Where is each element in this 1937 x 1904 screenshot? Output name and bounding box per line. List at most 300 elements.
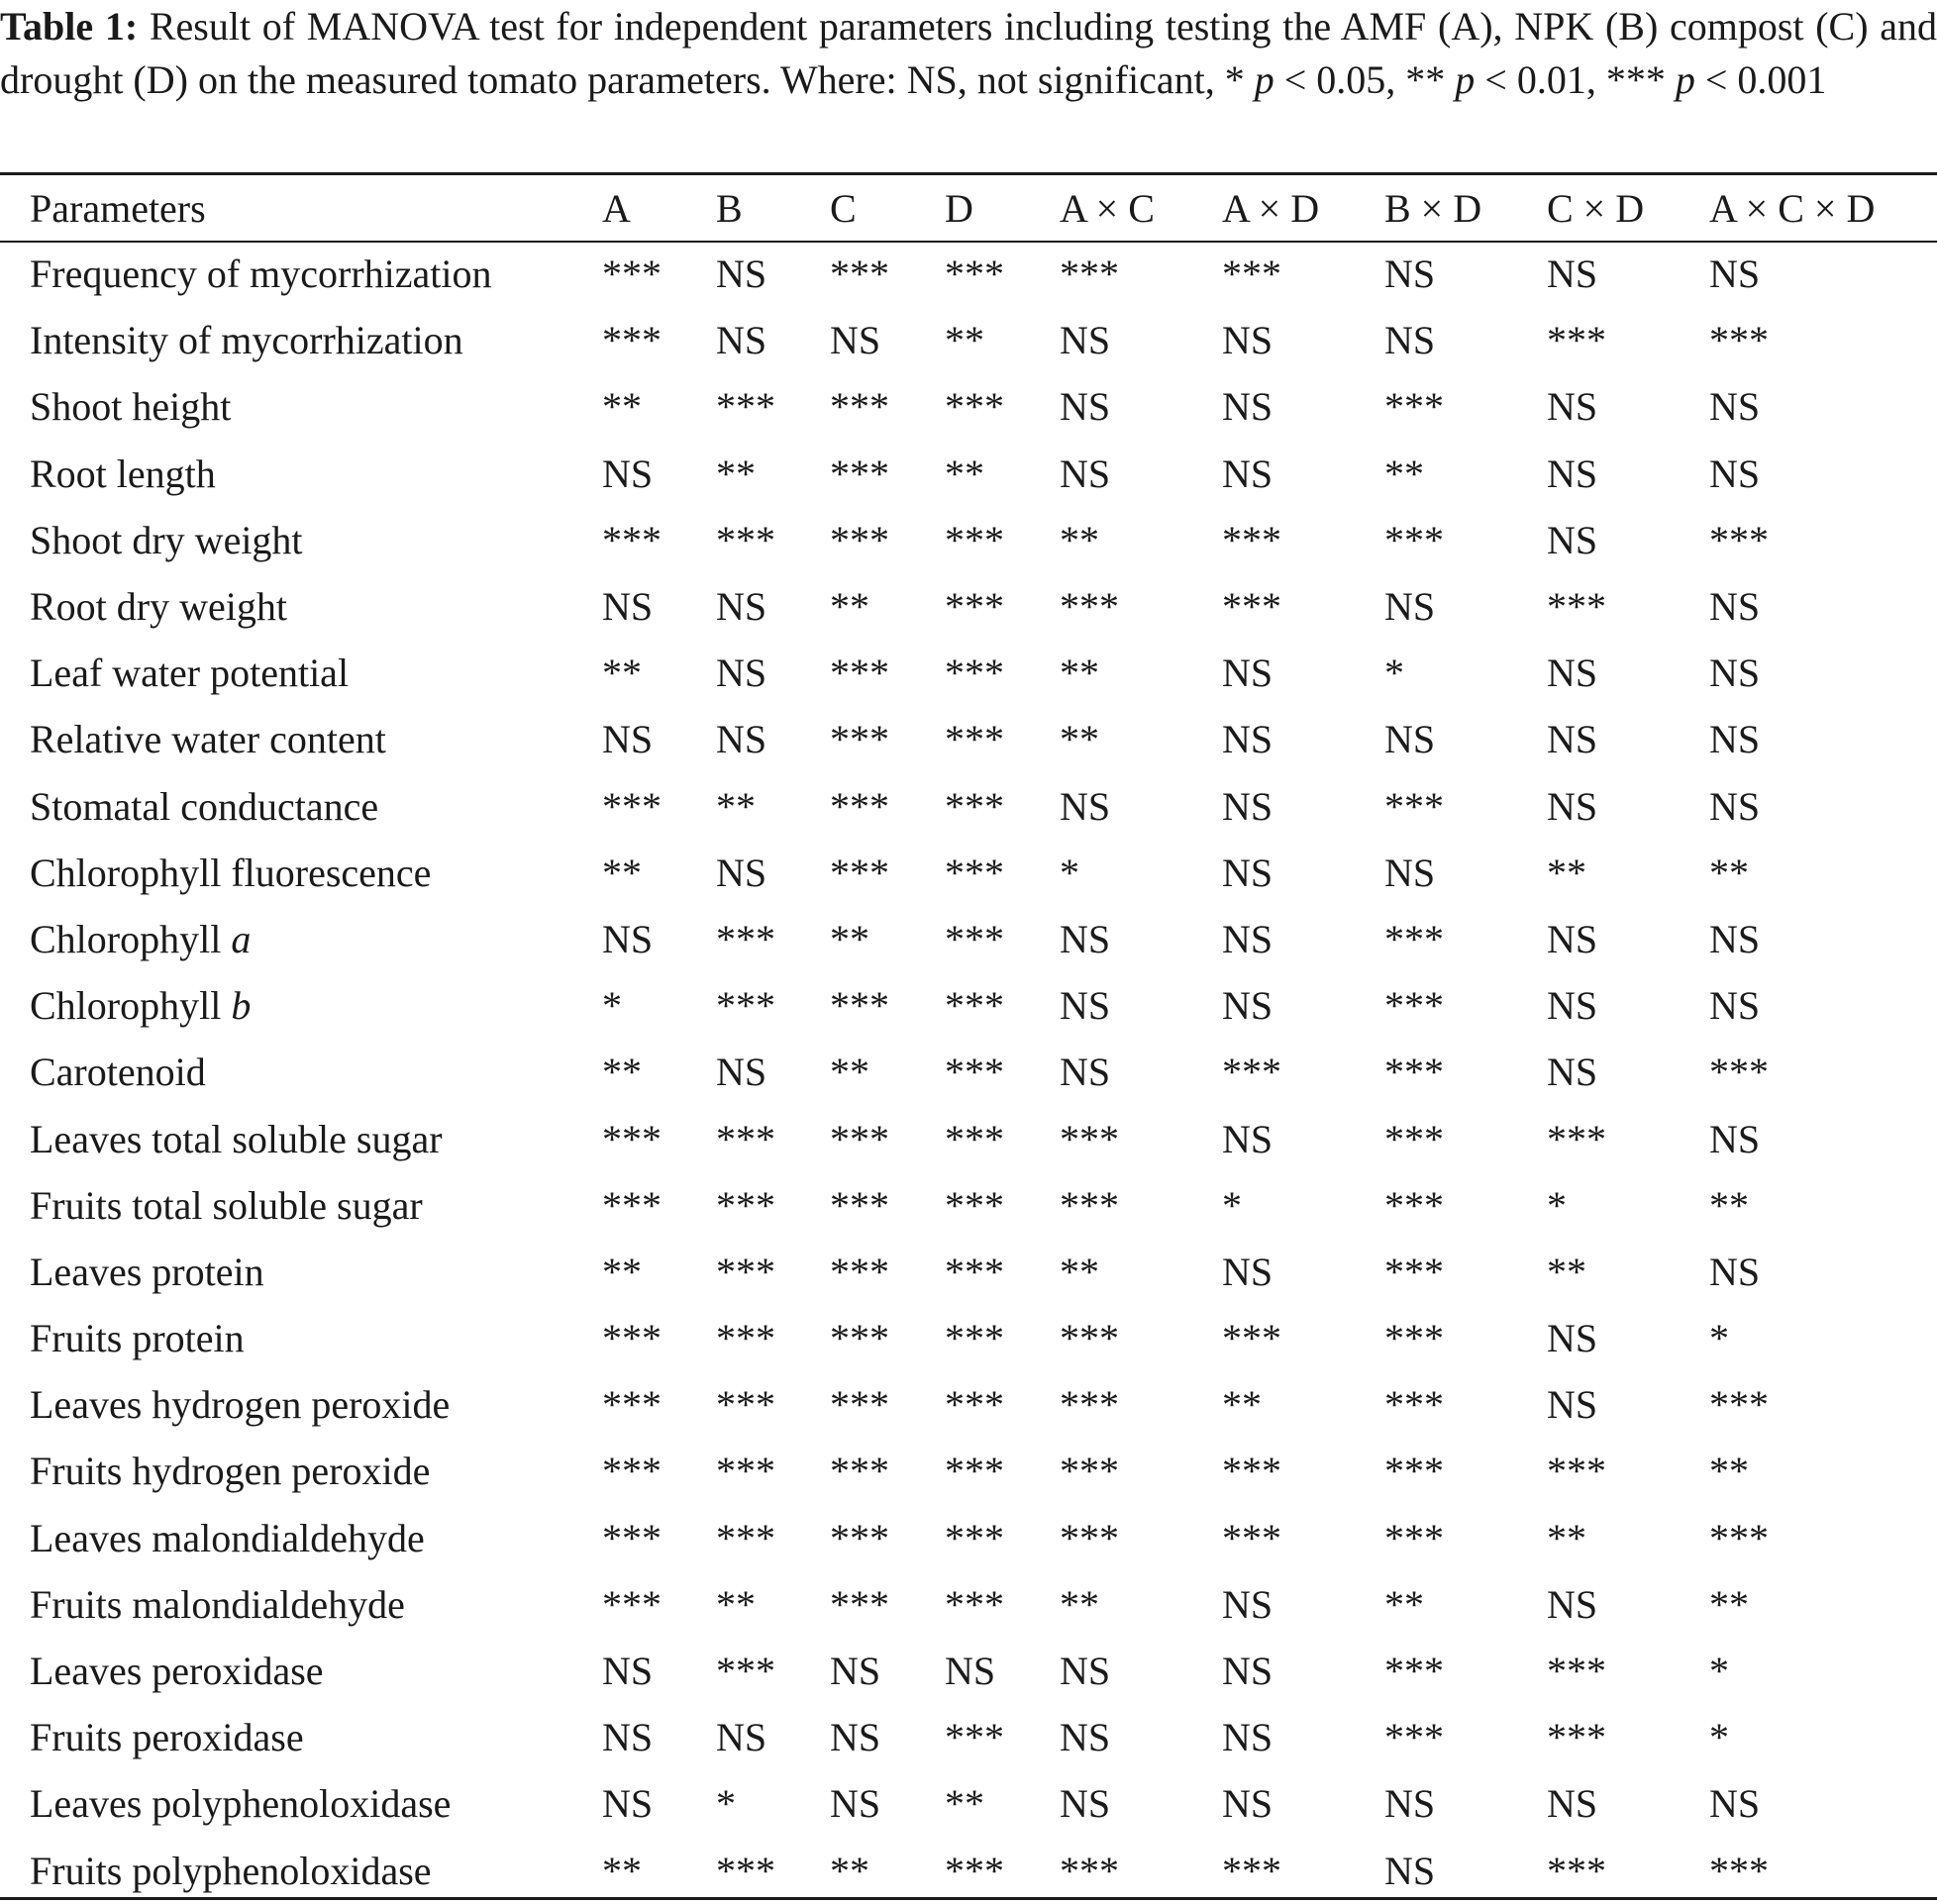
caption-text: Result of MANOVA test for independent parameters including testing the AMF (A), NPK (B) compost (C) and drought (D) on the measured tomato parameters. Where: NS, not significant, * bbox=[0, 4, 1937, 102]
parameter-name bbox=[0, 1371, 602, 1438]
significance-cell: ** bbox=[1060, 517, 1099, 562]
significance-cell: NS bbox=[1547, 451, 1598, 496]
p-symbol: p bbox=[1254, 57, 1274, 102]
parameter-name bbox=[0, 1505, 602, 1571]
significance-cell: *** bbox=[1547, 1449, 1606, 1494]
significance-cell: ** bbox=[830, 1050, 869, 1095]
significance-cell: *** bbox=[830, 1449, 889, 1494]
table-row bbox=[0, 1172, 1937, 1239]
significance-cell: NS bbox=[716, 584, 767, 630]
column-header: B bbox=[716, 185, 743, 231]
significance-cell: ** bbox=[830, 916, 869, 961]
significance-cell: *** bbox=[830, 451, 889, 496]
significance-cell: ** bbox=[602, 384, 642, 430]
significance-cell: NS bbox=[602, 717, 654, 762]
significance-cell: NS bbox=[1547, 916, 1598, 961]
table-row bbox=[0, 307, 1937, 373]
column-header: B × D bbox=[1384, 185, 1482, 231]
significance-cell: ** bbox=[1709, 1581, 1749, 1627]
parameter-label: Shoot dry weight bbox=[30, 517, 303, 562]
significance-cell: NS bbox=[1384, 584, 1436, 630]
p-symbol: p bbox=[1675, 57, 1695, 102]
significance-cell: NS bbox=[1709, 384, 1761, 430]
significance-cell: NS bbox=[1060, 318, 1111, 363]
table-row bbox=[0, 1039, 1937, 1105]
column-header: Parameters bbox=[30, 185, 206, 231]
significance-cell: *** bbox=[945, 651, 1004, 696]
significance-cell: *** bbox=[1384, 1449, 1444, 1494]
significance-cell: NS bbox=[716, 1715, 767, 1760]
significance-cell: *** bbox=[1709, 1382, 1769, 1428]
significance-cell: *** bbox=[1222, 1316, 1281, 1361]
significance-cell: *** bbox=[830, 1382, 889, 1428]
parameter-label: Chlorophyll fluorescence bbox=[30, 850, 432, 895]
significance-cell: NS bbox=[1222, 1649, 1274, 1694]
significance-cell: * bbox=[1709, 1649, 1729, 1694]
significance-cell: *** bbox=[602, 1182, 662, 1228]
table-row bbox=[0, 1239, 1937, 1305]
significance-cell: NS bbox=[716, 251, 767, 297]
significance-cell: NS bbox=[1060, 983, 1111, 1029]
significance-cell: *** bbox=[1547, 318, 1606, 363]
significance-cell: *** bbox=[830, 717, 889, 762]
significance-cell: NS bbox=[1222, 1715, 1274, 1760]
significance-cell: NS bbox=[1222, 1581, 1274, 1627]
significance-cell: ** bbox=[1060, 651, 1099, 696]
parameter-label: Fruits polyphenoloxidase bbox=[30, 1848, 432, 1893]
parameter-label: Intensity of mycorrhization bbox=[30, 318, 463, 363]
significance-cell: ** bbox=[1384, 451, 1424, 496]
significance-cell: *** bbox=[830, 1249, 889, 1294]
parameter-label: Chlorophyll bbox=[30, 916, 232, 961]
significance-cell: *** bbox=[1060, 1116, 1119, 1161]
significance-cell: NS bbox=[1222, 983, 1274, 1029]
significance-cell: *** bbox=[1709, 318, 1769, 363]
parameter-label: Fruits total soluble sugar bbox=[30, 1182, 423, 1228]
significance-cell: NS bbox=[1709, 916, 1761, 961]
significance-cell: *** bbox=[945, 983, 1004, 1029]
significance-cell: *** bbox=[1709, 1848, 1769, 1893]
parameter-label: Root length bbox=[30, 451, 216, 496]
significance-cell: NS bbox=[1222, 916, 1274, 961]
significance-cell: ** bbox=[716, 1581, 756, 1627]
significance-cell: NS bbox=[830, 1715, 881, 1760]
parameter-name bbox=[0, 1172, 602, 1239]
table-row bbox=[0, 773, 1937, 840]
significance-cell: *** bbox=[1060, 1449, 1119, 1494]
significance-cell: *** bbox=[945, 1382, 1004, 1428]
significance-cell: *** bbox=[1222, 1050, 1281, 1095]
parameter-name bbox=[0, 507, 602, 573]
parameter-name bbox=[0, 1704, 602, 1770]
significance-cell: ** bbox=[602, 1050, 642, 1095]
significance-cell: *** bbox=[602, 1581, 662, 1627]
parameter-name bbox=[0, 773, 602, 840]
significance-cell: NS bbox=[716, 318, 767, 363]
significance-cell: NS bbox=[602, 451, 654, 496]
caption-text: < 0.001 bbox=[1694, 57, 1827, 102]
significance-cell: NS bbox=[1060, 1715, 1111, 1760]
significance-cell: ** bbox=[945, 451, 984, 496]
significance-cell: ** bbox=[1547, 1515, 1586, 1560]
significance-cell: ** bbox=[602, 1848, 642, 1893]
table-row bbox=[0, 640, 1937, 706]
significance-cell: *** bbox=[945, 384, 1004, 430]
significance-cell: NS bbox=[1547, 783, 1598, 829]
significance-cell: NS bbox=[716, 717, 767, 762]
significance-cell: NS bbox=[1060, 384, 1111, 430]
significance-cell: *** bbox=[945, 1182, 1004, 1228]
significance-cell: * bbox=[1384, 651, 1404, 696]
table-row bbox=[0, 1438, 1937, 1504]
significance-cell: NS bbox=[830, 1649, 881, 1694]
significance-cell: ** bbox=[602, 651, 642, 696]
significance-cell: NS bbox=[1222, 850, 1274, 895]
significance-cell: *** bbox=[945, 584, 1004, 630]
parameter-label: Stomatal conductance bbox=[30, 783, 379, 829]
significance-cell: NS bbox=[602, 1649, 654, 1694]
parameter-name bbox=[0, 906, 602, 972]
significance-cell: NS bbox=[1547, 983, 1598, 1029]
significance-cell: *** bbox=[945, 850, 1004, 895]
significance-cell: *** bbox=[1222, 517, 1281, 562]
significance-cell: NS bbox=[1709, 1249, 1761, 1294]
significance-cell: *** bbox=[1547, 1848, 1606, 1893]
significance-cell: NS bbox=[1222, 717, 1274, 762]
significance-cell: *** bbox=[945, 1116, 1004, 1161]
significance-cell: ** bbox=[945, 318, 984, 363]
table-row bbox=[0, 1105, 1937, 1171]
table-row bbox=[0, 573, 1937, 640]
significance-cell: *** bbox=[1384, 1116, 1444, 1161]
significance-cell: *** bbox=[1060, 251, 1119, 297]
significance-cell: NS bbox=[1709, 1781, 1761, 1827]
significance-cell: *** bbox=[1384, 1515, 1444, 1560]
significance-cell: *** bbox=[1547, 584, 1606, 630]
parameter-name bbox=[0, 972, 602, 1039]
p-symbol: p bbox=[1455, 57, 1476, 102]
significance-cell: *** bbox=[602, 251, 662, 297]
significance-cell: NS bbox=[1547, 517, 1598, 562]
table-row bbox=[0, 1371, 1937, 1438]
significance-cell: NS bbox=[1384, 1848, 1436, 1893]
significance-cell: NS bbox=[1709, 717, 1761, 762]
significance-cell: *** bbox=[945, 1581, 1004, 1627]
significance-cell: NS bbox=[602, 1715, 654, 1760]
significance-cell: *** bbox=[945, 783, 1004, 829]
significance-cell: * bbox=[1547, 1182, 1567, 1228]
significance-cell: ** bbox=[1060, 1581, 1099, 1627]
significance-cell: NS bbox=[1709, 584, 1761, 630]
column-header: C bbox=[830, 185, 857, 231]
significance-cell: *** bbox=[602, 517, 662, 562]
significance-cell: NS bbox=[1547, 1781, 1598, 1827]
table-row bbox=[0, 972, 1937, 1039]
parameter-name bbox=[0, 1105, 602, 1171]
significance-cell: NS bbox=[1222, 1249, 1274, 1294]
significance-cell: *** bbox=[602, 1515, 662, 1560]
parameter-label: Fruits malondialdehyde bbox=[30, 1581, 405, 1627]
significance-cell: ** bbox=[1709, 850, 1749, 895]
table-row bbox=[0, 241, 1937, 307]
significance-cell: NS bbox=[1222, 1116, 1274, 1161]
parameter-name bbox=[0, 840, 602, 906]
significance-cell: *** bbox=[1060, 1382, 1119, 1428]
parameter-label: Fruits hydrogen peroxide bbox=[30, 1449, 431, 1494]
parameter-name bbox=[0, 441, 602, 507]
significance-cell: *** bbox=[602, 1382, 662, 1428]
significance-cell: *** bbox=[1384, 1249, 1444, 1294]
significance-cell: NS bbox=[1709, 783, 1761, 829]
significance-cell: *** bbox=[1060, 584, 1119, 630]
parameter-label: Frequency of mycorrhization bbox=[30, 251, 492, 297]
significance-cell: NS bbox=[716, 651, 767, 696]
column-header: A × C × D bbox=[1709, 185, 1876, 231]
significance-cell: ** bbox=[1709, 1449, 1749, 1494]
significance-cell: NS bbox=[716, 850, 767, 895]
parameter-name bbox=[0, 1305, 602, 1371]
significance-cell: *** bbox=[1222, 1449, 1281, 1494]
significance-cell: * bbox=[1222, 1182, 1242, 1228]
significance-cell: *** bbox=[716, 1116, 775, 1161]
significance-cell: NS bbox=[1222, 1781, 1274, 1827]
table-row bbox=[0, 1838, 1937, 1904]
significance-cell: NS bbox=[1384, 318, 1436, 363]
significance-cell: *** bbox=[716, 983, 775, 1029]
parameter-label: Shoot height bbox=[30, 384, 232, 430]
parameter-name bbox=[0, 307, 602, 373]
manova-table bbox=[0, 175, 1937, 1904]
significance-cell: *** bbox=[1384, 1316, 1444, 1361]
significance-cell: *** bbox=[1222, 1515, 1281, 1560]
parameter-name bbox=[0, 1039, 602, 1105]
parameter-label: Leaf water potential bbox=[30, 651, 350, 696]
significance-cell: *** bbox=[716, 1182, 775, 1228]
significance-cell: *** bbox=[945, 1249, 1004, 1294]
significance-cell: ** bbox=[602, 850, 642, 895]
significance-cell: NS bbox=[830, 1781, 881, 1827]
significance-cell: *** bbox=[1547, 1116, 1606, 1161]
significance-cell: *** bbox=[1222, 251, 1281, 297]
parameter-name bbox=[0, 241, 602, 307]
table-header-row bbox=[0, 175, 1937, 241]
significance-cell: NS bbox=[830, 318, 881, 363]
column-header: A × C bbox=[1060, 185, 1155, 231]
significance-cell: NS bbox=[945, 1649, 996, 1694]
significance-cell: NS bbox=[1709, 451, 1761, 496]
significance-cell: NS bbox=[1222, 783, 1274, 829]
significance-cell: *** bbox=[945, 717, 1004, 762]
significance-cell: *** bbox=[1709, 517, 1769, 562]
significance-cell: *** bbox=[1222, 584, 1281, 630]
significance-cell: *** bbox=[830, 1581, 889, 1627]
table-row bbox=[0, 1571, 1937, 1638]
parameter-name bbox=[0, 1239, 602, 1305]
significance-cell: ** bbox=[1547, 850, 1586, 895]
significance-cell: NS bbox=[1384, 251, 1436, 297]
significance-cell: NS bbox=[1060, 1649, 1111, 1694]
significance-cell: *** bbox=[830, 1316, 889, 1361]
parameter-italic-suffix: a bbox=[231, 916, 252, 961]
table-row bbox=[0, 373, 1937, 440]
significance-cell: *** bbox=[716, 1515, 775, 1560]
significance-cell: *** bbox=[945, 1848, 1004, 1893]
significance-cell: NS bbox=[602, 584, 654, 630]
significance-cell: *** bbox=[945, 517, 1004, 562]
significance-cell: *** bbox=[1222, 1848, 1281, 1893]
significance-cell: *** bbox=[945, 1715, 1004, 1760]
significance-cell: NS bbox=[1547, 717, 1598, 762]
significance-cell: NS bbox=[1060, 1781, 1111, 1827]
significance-cell: NS bbox=[1547, 1316, 1598, 1361]
significance-cell: *** bbox=[716, 1449, 775, 1494]
significance-cell: *** bbox=[945, 1449, 1004, 1494]
parameter-label: Fruits protein bbox=[30, 1316, 245, 1361]
parameter-label: Leaves peroxidase bbox=[30, 1649, 324, 1694]
significance-cell: NS bbox=[602, 916, 654, 961]
significance-cell: *** bbox=[830, 1515, 889, 1560]
significance-cell: NS bbox=[1222, 318, 1274, 363]
table-row bbox=[0, 906, 1937, 972]
significance-cell: * bbox=[716, 1781, 736, 1827]
significance-cell: *** bbox=[830, 1116, 889, 1161]
significance-cell: *** bbox=[716, 1249, 775, 1294]
significance-cell: NS bbox=[1222, 384, 1274, 430]
parameter-name bbox=[0, 1571, 602, 1638]
parameter-italic-suffix: b bbox=[231, 983, 252, 1029]
significance-cell: ** bbox=[1384, 1581, 1424, 1627]
parameter-label: Relative water content bbox=[30, 717, 386, 762]
parameter-name bbox=[0, 1638, 602, 1704]
significance-cell: *** bbox=[716, 1382, 775, 1428]
significance-cell: *** bbox=[830, 517, 889, 562]
caption-text: < 0.05, ** bbox=[1274, 57, 1456, 102]
significance-cell: *** bbox=[1060, 1182, 1119, 1228]
table-row bbox=[0, 1770, 1937, 1837]
table-row bbox=[0, 840, 1937, 906]
significance-cell: *** bbox=[1709, 1515, 1769, 1560]
table-row bbox=[0, 1305, 1937, 1371]
significance-cell: *** bbox=[716, 916, 775, 961]
significance-cell: NS bbox=[1709, 251, 1761, 297]
significance-cell: ** bbox=[1060, 1249, 1099, 1294]
parameter-name bbox=[0, 1438, 602, 1504]
significance-cell: *** bbox=[602, 1116, 662, 1161]
significance-cell: *** bbox=[602, 1316, 662, 1361]
significance-cell: * bbox=[1060, 850, 1079, 895]
table-row bbox=[0, 1704, 1937, 1770]
significance-cell: ** bbox=[1222, 1382, 1262, 1428]
column-header: A bbox=[602, 185, 631, 231]
significance-cell: ** bbox=[830, 1848, 869, 1893]
significance-cell: *** bbox=[945, 1050, 1004, 1095]
significance-cell: NS bbox=[1222, 651, 1274, 696]
significance-cell: * bbox=[1709, 1316, 1729, 1361]
parameter-name bbox=[0, 1838, 602, 1904]
significance-cell: * bbox=[1709, 1715, 1729, 1760]
significance-cell: *** bbox=[945, 1515, 1004, 1560]
significance-cell: *** bbox=[830, 651, 889, 696]
parameter-label: Leaves malondialdehyde bbox=[30, 1515, 425, 1560]
significance-cell: *** bbox=[830, 1182, 889, 1228]
table-row bbox=[0, 507, 1937, 573]
significance-cell: NS bbox=[1547, 1382, 1598, 1428]
parameter-label: Carotenoid bbox=[30, 1050, 206, 1095]
significance-cell: *** bbox=[1709, 1050, 1769, 1095]
significance-cell: ** bbox=[1547, 1249, 1586, 1294]
significance-cell: *** bbox=[1384, 1715, 1444, 1760]
table-row bbox=[0, 706, 1937, 772]
significance-cell: NS bbox=[1222, 451, 1274, 496]
parameter-label: Chlorophyll bbox=[30, 983, 232, 1029]
parameter-label: Root dry weight bbox=[30, 584, 287, 630]
significance-cell: ** bbox=[716, 451, 756, 496]
table-row bbox=[0, 1505, 1937, 1571]
significance-cell: NS bbox=[1384, 717, 1436, 762]
significance-cell: *** bbox=[716, 1316, 775, 1361]
significance-cell: *** bbox=[1384, 1382, 1444, 1428]
parameter-name bbox=[0, 1770, 602, 1837]
significance-cell: *** bbox=[1060, 1515, 1119, 1560]
significance-cell: NS bbox=[1709, 651, 1761, 696]
significance-cell: *** bbox=[1547, 1649, 1606, 1694]
significance-cell: NS bbox=[602, 1781, 654, 1827]
significance-cell: *** bbox=[830, 983, 889, 1029]
significance-cell: *** bbox=[602, 318, 662, 363]
significance-cell: *** bbox=[945, 916, 1004, 961]
significance-cell: NS bbox=[1547, 1050, 1598, 1095]
significance-cell: ** bbox=[1709, 1182, 1749, 1228]
table-body bbox=[0, 241, 1937, 1904]
significance-cell: ** bbox=[1060, 717, 1099, 762]
significance-cell: NS bbox=[1547, 251, 1598, 297]
column-header: A × D bbox=[1222, 185, 1320, 231]
significance-cell: *** bbox=[1384, 1649, 1444, 1694]
significance-cell: *** bbox=[1384, 384, 1444, 430]
significance-cell: NS bbox=[1060, 783, 1111, 829]
column-header: D bbox=[945, 185, 973, 231]
significance-cell: *** bbox=[1060, 1848, 1119, 1893]
significance-cell: NS bbox=[1384, 850, 1436, 895]
column-header: C × D bbox=[1547, 185, 1645, 231]
significance-cell: NS bbox=[1060, 1050, 1111, 1095]
significance-cell: *** bbox=[716, 517, 775, 562]
parameter-label: Leaves total soluble sugar bbox=[30, 1116, 443, 1161]
significance-cell: *** bbox=[1547, 1715, 1606, 1760]
significance-cell: *** bbox=[1384, 1050, 1444, 1095]
significance-cell: *** bbox=[716, 384, 775, 430]
significance-cell: *** bbox=[945, 1316, 1004, 1361]
table-row bbox=[0, 1638, 1937, 1704]
significance-cell: NS bbox=[1547, 1581, 1598, 1627]
significance-cell: *** bbox=[1384, 1182, 1444, 1228]
significance-cell: *** bbox=[830, 783, 889, 829]
significance-cell: * bbox=[602, 983, 622, 1029]
parameter-name bbox=[0, 706, 602, 772]
significance-cell: NS bbox=[1547, 384, 1598, 430]
significance-cell: *** bbox=[1060, 1316, 1119, 1361]
caption-text: < 0.01, *** bbox=[1475, 57, 1676, 102]
significance-cell: NS bbox=[1060, 451, 1111, 496]
significance-cell: NS bbox=[1709, 1116, 1761, 1161]
significance-cell: NS bbox=[1547, 651, 1598, 696]
significance-cell: ** bbox=[716, 783, 756, 829]
parameter-label: Fruits peroxidase bbox=[30, 1715, 304, 1760]
significance-cell: ** bbox=[602, 1249, 642, 1294]
significance-cell: *** bbox=[1384, 983, 1444, 1029]
parameter-name bbox=[0, 373, 602, 440]
significance-cell: *** bbox=[1384, 517, 1444, 562]
